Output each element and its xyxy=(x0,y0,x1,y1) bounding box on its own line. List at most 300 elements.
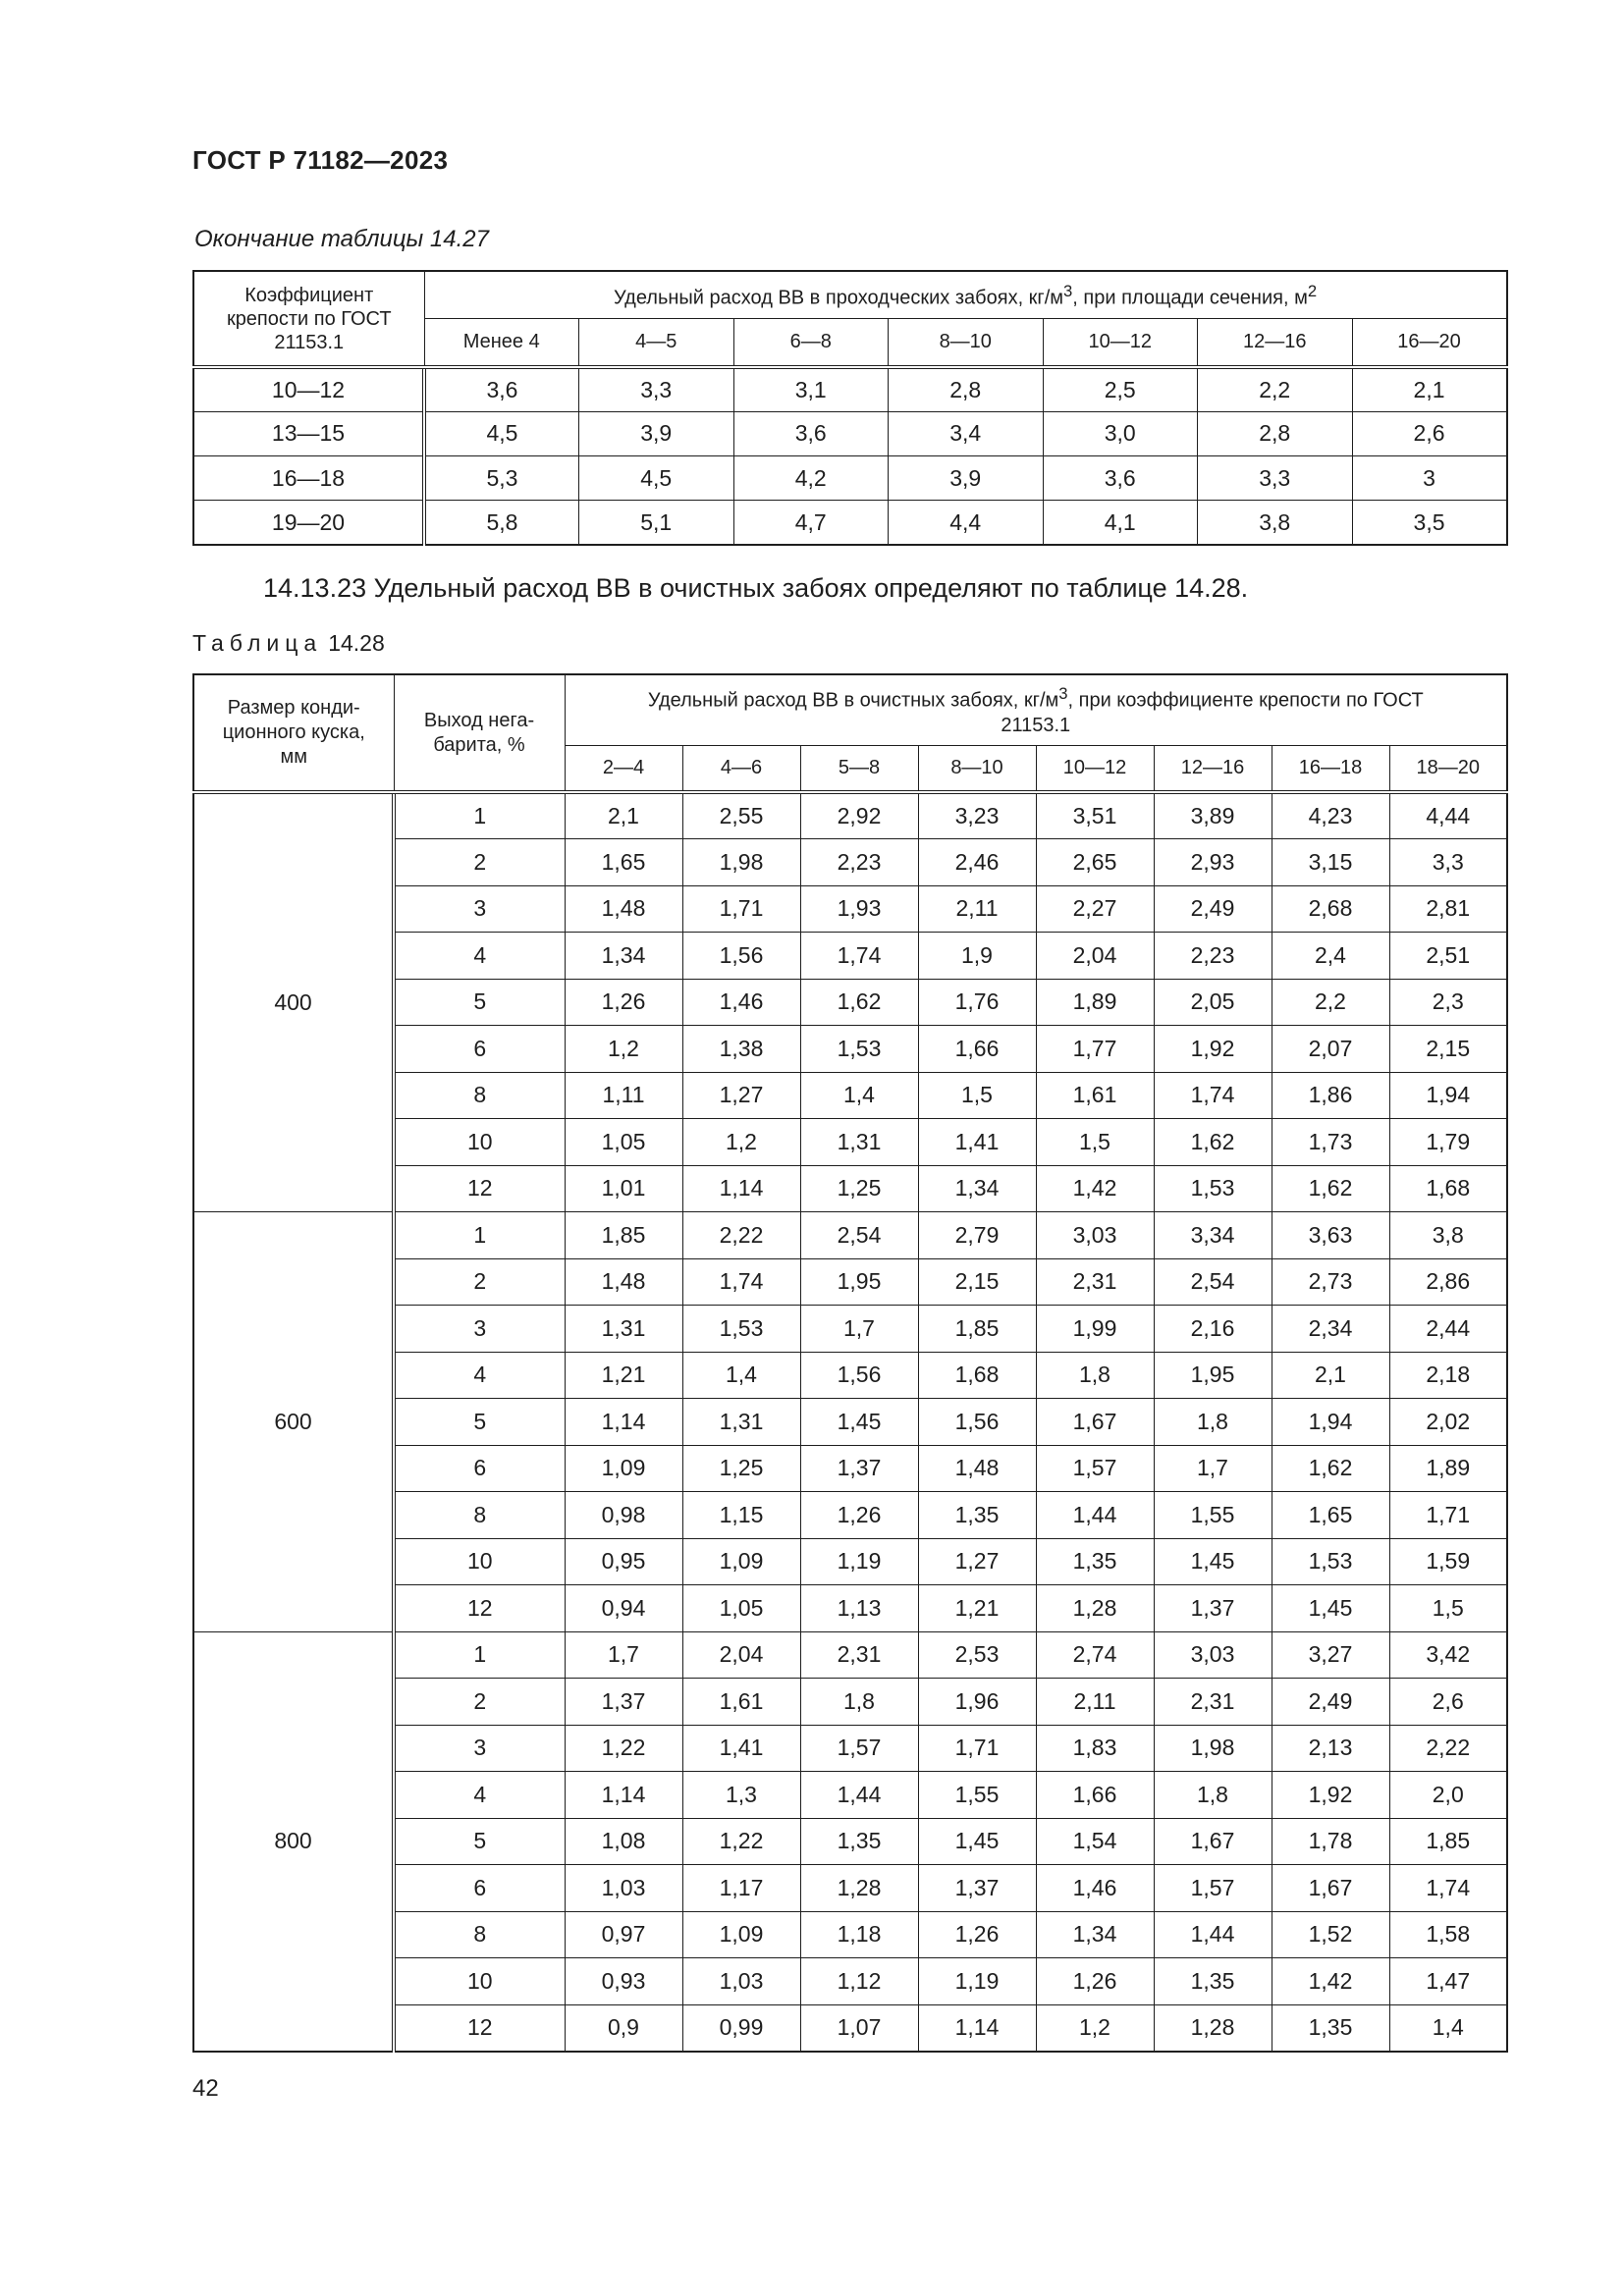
table-cell: 1,31 xyxy=(682,1399,800,1446)
table-cell: 3,8 xyxy=(1198,501,1353,545)
header-area-range: 6—8 xyxy=(733,318,889,367)
table-cell: 1,14 xyxy=(682,1165,800,1212)
header-strength-coefficient: Коэффициент крепости по ГОСТ 21153.1 xyxy=(193,271,424,367)
table-cell: 1,07 xyxy=(800,2004,918,2052)
table-cell: 2,86 xyxy=(1389,1258,1507,1306)
table-cell: 1,77 xyxy=(1036,1026,1154,1073)
table-cell: 2,1 xyxy=(1352,367,1507,411)
table-cell: 2,31 xyxy=(800,1631,918,1679)
table-cell: 2,46 xyxy=(918,839,1036,886)
table-cell: 3,6 xyxy=(1043,456,1198,501)
table-cell: 1,45 xyxy=(1272,1585,1389,1632)
oversize-yield-cell: 10 xyxy=(394,1538,565,1585)
table-cell: 1,27 xyxy=(682,1072,800,1119)
table-cell: 2,23 xyxy=(800,839,918,886)
table-cell: 1,19 xyxy=(800,1538,918,1585)
table-cell: 1,65 xyxy=(565,839,682,886)
table-row xyxy=(193,501,1507,545)
table-cell: 1,34 xyxy=(918,1165,1036,1212)
table-cell: 1,79 xyxy=(1389,1119,1507,1166)
table-cell: 2,2 xyxy=(1272,979,1389,1026)
table-cell: 1,62 xyxy=(1154,1119,1272,1166)
table-cell: 1,37 xyxy=(565,1679,682,1726)
table-cell: 1,74 xyxy=(800,933,918,980)
table-cell: 1,54 xyxy=(1036,1818,1154,1865)
table-cell: 1,27 xyxy=(918,1538,1036,1585)
oversize-yield-cell: 5 xyxy=(394,1399,565,1446)
table-cell: 1,31 xyxy=(800,1119,918,1166)
header-consumption-group: Удельный расход ВВ в очистных забоях, $кг/м^3$, при коэффициенте крепости по ГОСТ 21153.1 xyxy=(565,674,1507,745)
table-cell: 1,68 xyxy=(1389,1165,1507,1212)
table-cell: 2,53 xyxy=(918,1631,1036,1679)
table-14-27-caption: Окончание таблицы 14.27 xyxy=(194,226,489,252)
table-cell: 2,51 xyxy=(1389,933,1507,980)
oversize-yield-cell: 6 xyxy=(394,1026,565,1073)
oversize-yield-cell: 5 xyxy=(394,1818,565,1865)
table-cell: 1,22 xyxy=(565,1725,682,1772)
table-cell: 1,61 xyxy=(1036,1072,1154,1119)
table-cell: 2,11 xyxy=(1036,1679,1154,1726)
table-cell: 1,18 xyxy=(800,1911,918,1958)
table-cell: 4,1 xyxy=(1043,501,1198,545)
oversize-yield-cell: 10 xyxy=(394,1119,565,1166)
table-cell: 1,8 xyxy=(800,1679,918,1726)
table-cell: 3,6 xyxy=(733,411,889,455)
table-cell: 1,9 xyxy=(918,933,1036,980)
table-cell: 1,45 xyxy=(918,1818,1036,1865)
table-cell: 1,61 xyxy=(682,1679,800,1726)
table-cell: 1,38 xyxy=(682,1026,800,1073)
table-cell: 3,03 xyxy=(1036,1212,1154,1259)
header-coefficient-range: 2—4 xyxy=(565,745,682,792)
oversize-yield-cell: 6 xyxy=(394,1865,565,1912)
table-cell: 1,35 xyxy=(1154,1958,1272,2005)
table-cell: 3,42 xyxy=(1389,1631,1507,1679)
lump-size-cell: 400 xyxy=(193,792,394,1212)
oversize-yield-cell: 3 xyxy=(394,1306,565,1353)
table-cell: 3,3 xyxy=(579,367,734,411)
header-area-range: 16—20 xyxy=(1352,318,1507,367)
table-cell: 1,5 xyxy=(918,1072,1036,1119)
table-cell: 1,37 xyxy=(800,1445,918,1492)
table-cell: 1,67 xyxy=(1154,1818,1272,1865)
table-cell: 1,48 xyxy=(565,885,682,933)
oversize-yield-cell: 4 xyxy=(394,1772,565,1819)
table-cell: 1,09 xyxy=(682,1538,800,1585)
table-cell: 1,26 xyxy=(1036,1958,1154,2005)
table-cell: 1,78 xyxy=(1272,1818,1389,1865)
table-cell: 1,3 xyxy=(682,1772,800,1819)
table-cell: 1,14 xyxy=(918,2004,1036,2052)
table-cell: 1,35 xyxy=(800,1818,918,1865)
table-cell: 1,11 xyxy=(565,1072,682,1119)
table-cell: 4,4 xyxy=(889,501,1044,545)
oversize-yield-cell: 1 xyxy=(394,1631,565,1679)
table-cell: 1,66 xyxy=(918,1026,1036,1073)
table-cell: 1,21 xyxy=(918,1585,1036,1632)
table-cell: 1,76 xyxy=(918,979,1036,1026)
table-cell: 1,17 xyxy=(682,1865,800,1912)
table-cell: 1,31 xyxy=(565,1306,682,1353)
table-cell: 1,2 xyxy=(1036,2004,1154,2052)
table-cell: 1,73 xyxy=(1272,1119,1389,1166)
table-cell: 0,9 xyxy=(565,2004,682,2052)
table-cell: 2,1 xyxy=(1272,1352,1389,1399)
table-cell: 4,2 xyxy=(733,456,889,501)
oversize-yield-cell: 4 xyxy=(394,933,565,980)
header-coefficient-range: 18—20 xyxy=(1389,745,1507,792)
oversize-yield-cell: 8 xyxy=(394,1492,565,1539)
table-cell: 1,71 xyxy=(682,885,800,933)
table-row xyxy=(193,456,1507,501)
table-cell: 1,83 xyxy=(1036,1725,1154,1772)
table-row xyxy=(193,367,1507,411)
table-cell: 1,22 xyxy=(682,1818,800,1865)
table-cell: 1,57 xyxy=(1154,1865,1272,1912)
table-cell: 1,98 xyxy=(682,839,800,886)
table-cell: 1,71 xyxy=(1389,1492,1507,1539)
table-cell: 2,22 xyxy=(682,1212,800,1259)
table-cell: 5,8 xyxy=(424,501,579,545)
table-cell: 1,67 xyxy=(1272,1865,1389,1912)
table-row xyxy=(193,411,1507,455)
table-cell: 2,6 xyxy=(1389,1679,1507,1726)
table-cell: 1,01 xyxy=(565,1165,682,1212)
table-cell: 2,49 xyxy=(1272,1679,1389,1726)
oversize-yield-cell: 1 xyxy=(394,792,565,839)
table-cell: 0,97 xyxy=(565,1911,682,1958)
table-cell: 1,4 xyxy=(682,1352,800,1399)
table-cell: 2,79 xyxy=(918,1212,1036,1259)
oversize-yield-cell: 2 xyxy=(394,839,565,886)
table-cell: 2,55 xyxy=(682,792,800,839)
table-cell: 1,93 xyxy=(800,885,918,933)
row-label: 13—15 xyxy=(193,411,424,455)
table-cell: 1,8 xyxy=(1154,1772,1272,1819)
table-cell: 1,53 xyxy=(1154,1165,1272,1212)
table-cell: 1,41 xyxy=(682,1725,800,1772)
table-cell: 1,35 xyxy=(1036,1538,1154,1585)
table-cell: 1,85 xyxy=(918,1306,1036,1353)
table-cell: 2,05 xyxy=(1154,979,1272,1026)
table-cell: 1,53 xyxy=(1272,1538,1389,1585)
table-cell: 1,66 xyxy=(1036,1772,1154,1819)
table-cell: 1,08 xyxy=(565,1818,682,1865)
header-lump-size: Размер конди-ционного куска, мм xyxy=(193,674,394,792)
oversize-yield-cell: 8 xyxy=(394,1911,565,1958)
table-cell: 1,19 xyxy=(918,1958,1036,2005)
table-cell: 1,45 xyxy=(800,1399,918,1446)
table-cell: 1,67 xyxy=(1036,1399,1154,1446)
table-cell: 3,27 xyxy=(1272,1631,1389,1679)
table-cell: 1,26 xyxy=(800,1492,918,1539)
paragraph-14-13-23: 14.13.23 Удельный расход ВВ в очистных забоях определяют по таблице 14.28. xyxy=(263,573,1249,603)
table-cell: 1,15 xyxy=(682,1492,800,1539)
table-cell: 1,8 xyxy=(1154,1399,1272,1446)
table-cell: 2,16 xyxy=(1154,1306,1272,1353)
table-cell: 2,54 xyxy=(1154,1258,1272,1306)
table-cell: 2,92 xyxy=(800,792,918,839)
oversize-yield-cell: 3 xyxy=(394,1725,565,1772)
header-oversize-yield: Выход нега-барита, % xyxy=(394,674,565,792)
oversize-yield-cell: 3 xyxy=(394,885,565,933)
table-cell: 1,92 xyxy=(1154,1026,1272,1073)
table-row xyxy=(193,792,1507,839)
table-cell: 1,52 xyxy=(1272,1911,1389,1958)
table-cell: 2,1 xyxy=(565,792,682,839)
table-cell: 1,85 xyxy=(565,1212,682,1259)
table-cell: 1,47 xyxy=(1389,1958,1507,2005)
table-cell: 1,25 xyxy=(800,1165,918,1212)
table-cell: 1,62 xyxy=(1272,1165,1389,1212)
oversize-yield-cell: 12 xyxy=(394,1165,565,1212)
lump-size-cell: 600 xyxy=(193,1212,394,1632)
oversize-yield-cell: 12 xyxy=(394,1585,565,1632)
table-cell: 2,81 xyxy=(1389,885,1507,933)
table-cell: 2,22 xyxy=(1389,1725,1507,1772)
table-cell: 3,3 xyxy=(1389,839,1507,886)
table-cell: 1,62 xyxy=(800,979,918,1026)
table-cell: 1,44 xyxy=(1154,1911,1272,1958)
table-cell: 1,21 xyxy=(565,1352,682,1399)
table-cell: 2,49 xyxy=(1154,885,1272,933)
table-cell: 1,57 xyxy=(1036,1445,1154,1492)
table-cell: 1,4 xyxy=(800,1072,918,1119)
oversize-yield-cell: 1 xyxy=(394,1212,565,1259)
table-cell: 1,46 xyxy=(682,979,800,1026)
table-cell: 3,9 xyxy=(889,456,1044,501)
table-cell: 2,34 xyxy=(1272,1306,1389,1353)
table-cell: 2,04 xyxy=(682,1631,800,1679)
table-cell: 1,48 xyxy=(918,1445,1036,1492)
table-cell: 2,93 xyxy=(1154,839,1272,886)
document-header: ГОСТ Р 71182—2023 xyxy=(192,145,449,175)
table-cell: 1,92 xyxy=(1272,1772,1389,1819)
oversize-yield-cell: 6 xyxy=(394,1445,565,1492)
row-label: 16—18 xyxy=(193,456,424,501)
table-cell: 4,5 xyxy=(579,456,734,501)
table-cell: 4,5 xyxy=(424,411,579,455)
table-cell: 3,9 xyxy=(579,411,734,455)
table-cell: 3 xyxy=(1352,456,1507,501)
table-14-28-caption: Таблица 14.28 xyxy=(192,630,385,656)
table-cell: 0,98 xyxy=(565,1492,682,1539)
table-cell: 1,68 xyxy=(918,1352,1036,1399)
table-cell: 3,89 xyxy=(1154,792,1272,839)
table-cell: 1,28 xyxy=(800,1865,918,1912)
oversize-yield-cell: 8 xyxy=(394,1072,565,1119)
table-cell: 1,41 xyxy=(918,1119,1036,1166)
table-cell: 1,8 xyxy=(1036,1352,1154,1399)
table-cell: 2,11 xyxy=(918,885,1036,933)
oversize-yield-cell: 5 xyxy=(394,979,565,1026)
table-row xyxy=(193,1212,1507,1259)
table-cell: 1,56 xyxy=(682,933,800,980)
table-cell: 1,58 xyxy=(1389,1911,1507,1958)
table-cell: 2,68 xyxy=(1272,885,1389,933)
table-cell: 2,74 xyxy=(1036,1631,1154,1679)
table-cell: 2,18 xyxy=(1389,1352,1507,1399)
table-cell: 1,62 xyxy=(1272,1445,1389,1492)
table-cell: 5,1 xyxy=(579,501,734,545)
table-cell: 2,54 xyxy=(800,1212,918,1259)
table-cell: 2,15 xyxy=(918,1258,1036,1306)
table-row xyxy=(193,1631,1507,1679)
oversize-yield-cell: 2 xyxy=(394,1679,565,1726)
table-cell: 1,35 xyxy=(918,1492,1036,1539)
table-cell: 1,34 xyxy=(1036,1911,1154,1958)
table-cell: 1,71 xyxy=(918,1725,1036,1772)
table-cell: 1,55 xyxy=(918,1772,1036,1819)
table-cell: 1,14 xyxy=(565,1772,682,1819)
table-cell: 3,8 xyxy=(1389,1212,1507,1259)
header-area-range: 8—10 xyxy=(889,318,1044,367)
table-cell: 4,23 xyxy=(1272,792,1389,839)
table-cell: 1,95 xyxy=(800,1258,918,1306)
table-cell: 3,34 xyxy=(1154,1212,1272,1259)
table-cell: 1,85 xyxy=(1389,1818,1507,1865)
table-cell: 3,3 xyxy=(1198,456,1353,501)
table-cell: 1,28 xyxy=(1154,2004,1272,2052)
table-cell: 1,95 xyxy=(1154,1352,1272,1399)
table-cell: 0,94 xyxy=(565,1585,682,1632)
table-cell: 2,6 xyxy=(1352,411,1507,455)
header-area-range: Менее 4 xyxy=(424,318,579,367)
table-cell: 2,0 xyxy=(1389,1772,1507,1819)
table-cell: 1,59 xyxy=(1389,1538,1507,1585)
table-cell: 1,03 xyxy=(682,1958,800,2005)
header-coefficient-range: 5—8 xyxy=(800,745,918,792)
table-cell: 2,31 xyxy=(1154,1679,1272,1726)
table-cell: 1,2 xyxy=(682,1119,800,1166)
table-14-27 xyxy=(192,270,1508,546)
table-cell: 1,5 xyxy=(1389,1585,1507,1632)
table-cell: 1,48 xyxy=(565,1258,682,1306)
table-cell: 1,25 xyxy=(682,1445,800,1492)
table-cell: 1,7 xyxy=(1154,1445,1272,1492)
header-coefficient-range: 16—18 xyxy=(1272,745,1389,792)
table-cell: 1,89 xyxy=(1036,979,1154,1026)
table-cell: 0,93 xyxy=(565,1958,682,2005)
table-cell: 3,15 xyxy=(1272,839,1389,886)
table-cell: 3,1 xyxy=(733,367,889,411)
oversize-yield-cell: 4 xyxy=(394,1352,565,1399)
table-cell: 1,55 xyxy=(1154,1492,1272,1539)
header-coefficient-range: 12—16 xyxy=(1154,745,1272,792)
table-cell: 2,3 xyxy=(1389,979,1507,1026)
table-cell: 3,5 xyxy=(1352,501,1507,545)
table-cell: 1,65 xyxy=(1272,1492,1389,1539)
table-cell: 1,74 xyxy=(1389,1865,1507,1912)
table-cell: 1,14 xyxy=(565,1399,682,1446)
table-cell: 2,2 xyxy=(1198,367,1353,411)
table-cell: 1,7 xyxy=(565,1631,682,1679)
table-cell: 2,5 xyxy=(1043,367,1198,411)
table-cell: 1,4 xyxy=(1389,2004,1507,2052)
table-cell: 1,26 xyxy=(918,1911,1036,1958)
table-cell: 0,99 xyxy=(682,2004,800,2052)
table-cell: 1,35 xyxy=(1272,2004,1389,2052)
table-cell: 2,73 xyxy=(1272,1258,1389,1306)
table-cell: 1,03 xyxy=(565,1865,682,1912)
oversize-yield-cell: 2 xyxy=(394,1258,565,1306)
table-cell: 1,34 xyxy=(565,933,682,980)
table-cell: 2,31 xyxy=(1036,1258,1154,1306)
table-cell: 2,4 xyxy=(1272,933,1389,980)
table-cell: 1,86 xyxy=(1272,1072,1389,1119)
table-cell: 1,5 xyxy=(1036,1119,1154,1166)
table-cell: 1,53 xyxy=(682,1306,800,1353)
table-cell: 3,6 xyxy=(424,367,579,411)
header-area-range: 10—12 xyxy=(1043,318,1198,367)
row-label: 10—12 xyxy=(193,367,424,411)
header-consumption-group: Удельный расход ВВ в проходческих забоях, $кг/м^3$, при площади сечения, $м^2$ xyxy=(424,271,1507,318)
table-cell: 1,89 xyxy=(1389,1445,1507,1492)
table-cell: 1,94 xyxy=(1272,1399,1389,1446)
table-cell: 1,42 xyxy=(1272,1958,1389,2005)
header-area-range: 4—5 xyxy=(579,318,734,367)
table-cell: 1,56 xyxy=(918,1399,1036,1446)
table-cell: 1,57 xyxy=(800,1725,918,1772)
table-cell: 2,07 xyxy=(1272,1026,1389,1073)
table-cell: 1,37 xyxy=(918,1865,1036,1912)
oversize-yield-cell: 12 xyxy=(394,2004,565,2052)
lump-size-cell: 800 xyxy=(193,1631,394,2052)
table-cell: 1,12 xyxy=(800,1958,918,2005)
table-cell: 2,8 xyxy=(1198,411,1353,455)
table-cell: 1,56 xyxy=(800,1352,918,1399)
table-cell: 3,0 xyxy=(1043,411,1198,455)
table-cell: 3,23 xyxy=(918,792,1036,839)
table-cell: 1,44 xyxy=(800,1772,918,1819)
oversize-yield-cell: 10 xyxy=(394,1958,565,2005)
table-cell: 1,7 xyxy=(800,1306,918,1353)
table-cell: 1,74 xyxy=(1154,1072,1272,1119)
table-cell: 1,45 xyxy=(1154,1538,1272,1585)
table-cell: 1,44 xyxy=(1036,1492,1154,1539)
table-cell: 2,44 xyxy=(1389,1306,1507,1353)
table-cell: 1,05 xyxy=(565,1119,682,1166)
table-cell: 1,09 xyxy=(682,1911,800,1958)
table-cell: 3,51 xyxy=(1036,792,1154,839)
table-cell: 0,95 xyxy=(565,1538,682,1585)
table-cell: 2,15 xyxy=(1389,1026,1507,1073)
table-cell: 2,8 xyxy=(889,367,1044,411)
header-coefficient-range: 4—6 xyxy=(682,745,800,792)
table-cell: 1,2 xyxy=(565,1026,682,1073)
table-cell: 1,42 xyxy=(1036,1165,1154,1212)
table-cell: 3,03 xyxy=(1154,1631,1272,1679)
header-coefficient-range: 10—12 xyxy=(1036,745,1154,792)
header-coefficient-range: 8—10 xyxy=(918,745,1036,792)
table-cell: 2,13 xyxy=(1272,1725,1389,1772)
table-cell: 1,96 xyxy=(918,1679,1036,1726)
table-cell: 1,99 xyxy=(1036,1306,1154,1353)
table-cell: 1,28 xyxy=(1036,1585,1154,1632)
table-cell: 1,13 xyxy=(800,1585,918,1632)
table-cell: 2,27 xyxy=(1036,885,1154,933)
table-cell: 1,46 xyxy=(1036,1865,1154,1912)
table-cell: 1,94 xyxy=(1389,1072,1507,1119)
table-cell: 1,09 xyxy=(565,1445,682,1492)
table-cell: 2,02 xyxy=(1389,1399,1507,1446)
row-label: 19—20 xyxy=(193,501,424,545)
table-cell: 3,63 xyxy=(1272,1212,1389,1259)
table-cell: 1,53 xyxy=(800,1026,918,1073)
table-14-28 xyxy=(192,673,1508,2053)
table-cell: 4,7 xyxy=(733,501,889,545)
table-cell: 4,44 xyxy=(1389,792,1507,839)
